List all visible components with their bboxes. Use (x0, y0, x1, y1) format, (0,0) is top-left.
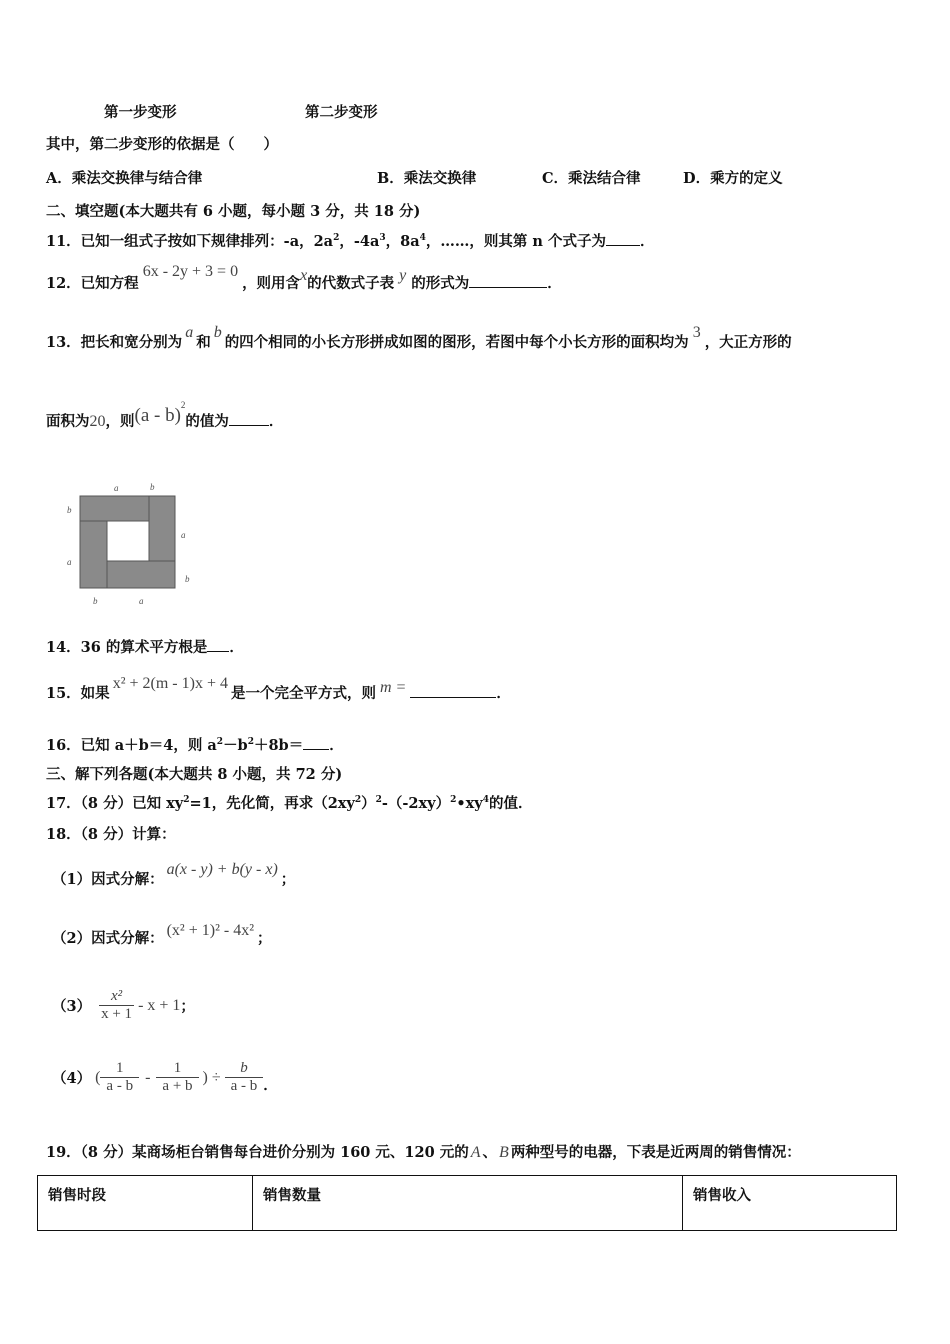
expr-a-minus-b: (a - b) (134, 404, 181, 426)
option-b: B．乘法交换律 (377, 170, 477, 187)
question-14: 14．36 的算术平方根是 ． (46, 639, 244, 656)
question-16: 16．已知 a＋b＝4，则 $a^2-b^2+8b=$ ． (46, 736, 344, 754)
answer-blank-11[interactable] (606, 245, 640, 246)
fraction-b-over-a-minus-b: $\frac{b}{a - b}$ (225, 1060, 264, 1095)
fig-label-bottom-b: b (93, 596, 98, 606)
fraction-x2-over-x1: $\frac{\text{x²}}{x + 1}$ (101, 988, 133, 1022)
sales-table (37, 1175, 897, 1231)
table-header-row (38, 1176, 897, 1231)
question-18-part3: （3） $\frac{\text{x²}}{x + 1}$ - x + 1； (52, 988, 195, 1022)
answer-blank-12[interactable] (469, 287, 547, 288)
option-d: D．乘方的定义 (683, 170, 783, 187)
header-sales-revenue: 销售收入 (683, 1176, 897, 1231)
question-11: 11．已知一组式子按如下规律排列：-a，$2a^2$，$-4a^3$，$8a^4$，……，则其第 n 个式子为 ． (46, 232, 655, 250)
question-18-part1: （1）因式分解：a(x - y) + b(y - x)； (52, 861, 296, 888)
header-sales-quantity: 销售数量 (253, 1176, 683, 1231)
question-13-line2: 面积为20，则(a - b)$^2$的值为 ． (46, 400, 284, 430)
q-prev-stem: 其中，第二步变形的依据是（ ） (46, 136, 278, 153)
answer-blank-14[interactable] (207, 651, 229, 652)
equation-12: 6x - 2y + 3 = 0 (142, 263, 239, 280)
fig-label-right-a: a (181, 530, 186, 540)
question-17: 17．（8 分）已知 $xy^2=1$，先化简，再求$(2xy^2)^2-(-2xy)^2•xy^4$的值． (46, 794, 533, 812)
option-a: A．乘法交换律与结合律 (46, 170, 203, 187)
question-18-part2: （2）因式分解： (x² + 1)² - 4x² ； (52, 922, 272, 947)
fraction-1-over-a-minus-b: $\frac{1}{a - b}$ (100, 1060, 139, 1095)
square-figure (60, 478, 200, 608)
question-15: 15．如果x² + 2(m - 1)x + 4是一个完全平方式，则 m = ． (46, 675, 511, 702)
step2-label: 第二步变形 (305, 104, 378, 121)
question-13: 13．把长和宽分别为a和b的四个相同的小长方形拼成如图的图形，若图中每个小长方形的面积均为3，大正方形的 (46, 324, 792, 351)
fig-label-left-a: a (67, 557, 72, 567)
question-12: 12．已知方程6x - 2y + 3 = 0，则用含x的代数式子表 y 的形式为 ． (46, 263, 562, 292)
question-19: 19．（8 分）某商场柜台销售每台进价分别为 160 元、120 元的 A 、 B 两种型号的电器，下表是近两周的销售情况： (46, 1144, 801, 1161)
fig-label-left-b: b (67, 505, 72, 515)
fig-label-top-b: b (150, 482, 155, 492)
answer-blank-16[interactable] (303, 749, 329, 750)
expr-15: x² + 2(m - 1)x + 4 (112, 675, 228, 692)
four-rectangles-diagram (60, 478, 200, 608)
question-18-part4: （4） ( $\frac{1}{a - b}$ - $\frac{1}{a + b}$ ) ÷ $\frac{b}{a - b}$ ． (52, 1060, 278, 1094)
fig-label-right-b: b (185, 574, 190, 584)
fig-label-top-a: a (114, 483, 119, 493)
answer-blank-13[interactable] (229, 425, 269, 426)
header-sales-period: 销售时段 (38, 1176, 253, 1231)
fraction-1-over-a-plus-b: $\frac{1}{a + b}$ (156, 1060, 198, 1095)
fig-label-bottom-a: a (139, 596, 144, 606)
section3-title: 三、解下列各题(本大题共 8 小题，共 72 分) (46, 766, 343, 783)
answer-blank-15[interactable] (410, 697, 496, 698)
question-18-stem: 18．（8 分）计算： (46, 826, 176, 843)
section2-title: 二、填空题(本大题共有 6 小题，每小题 3 分，共 18 分) (46, 203, 421, 220)
option-c: C．乘法结合律 (542, 170, 641, 187)
step1-label: 第一步变形 (104, 104, 177, 121)
